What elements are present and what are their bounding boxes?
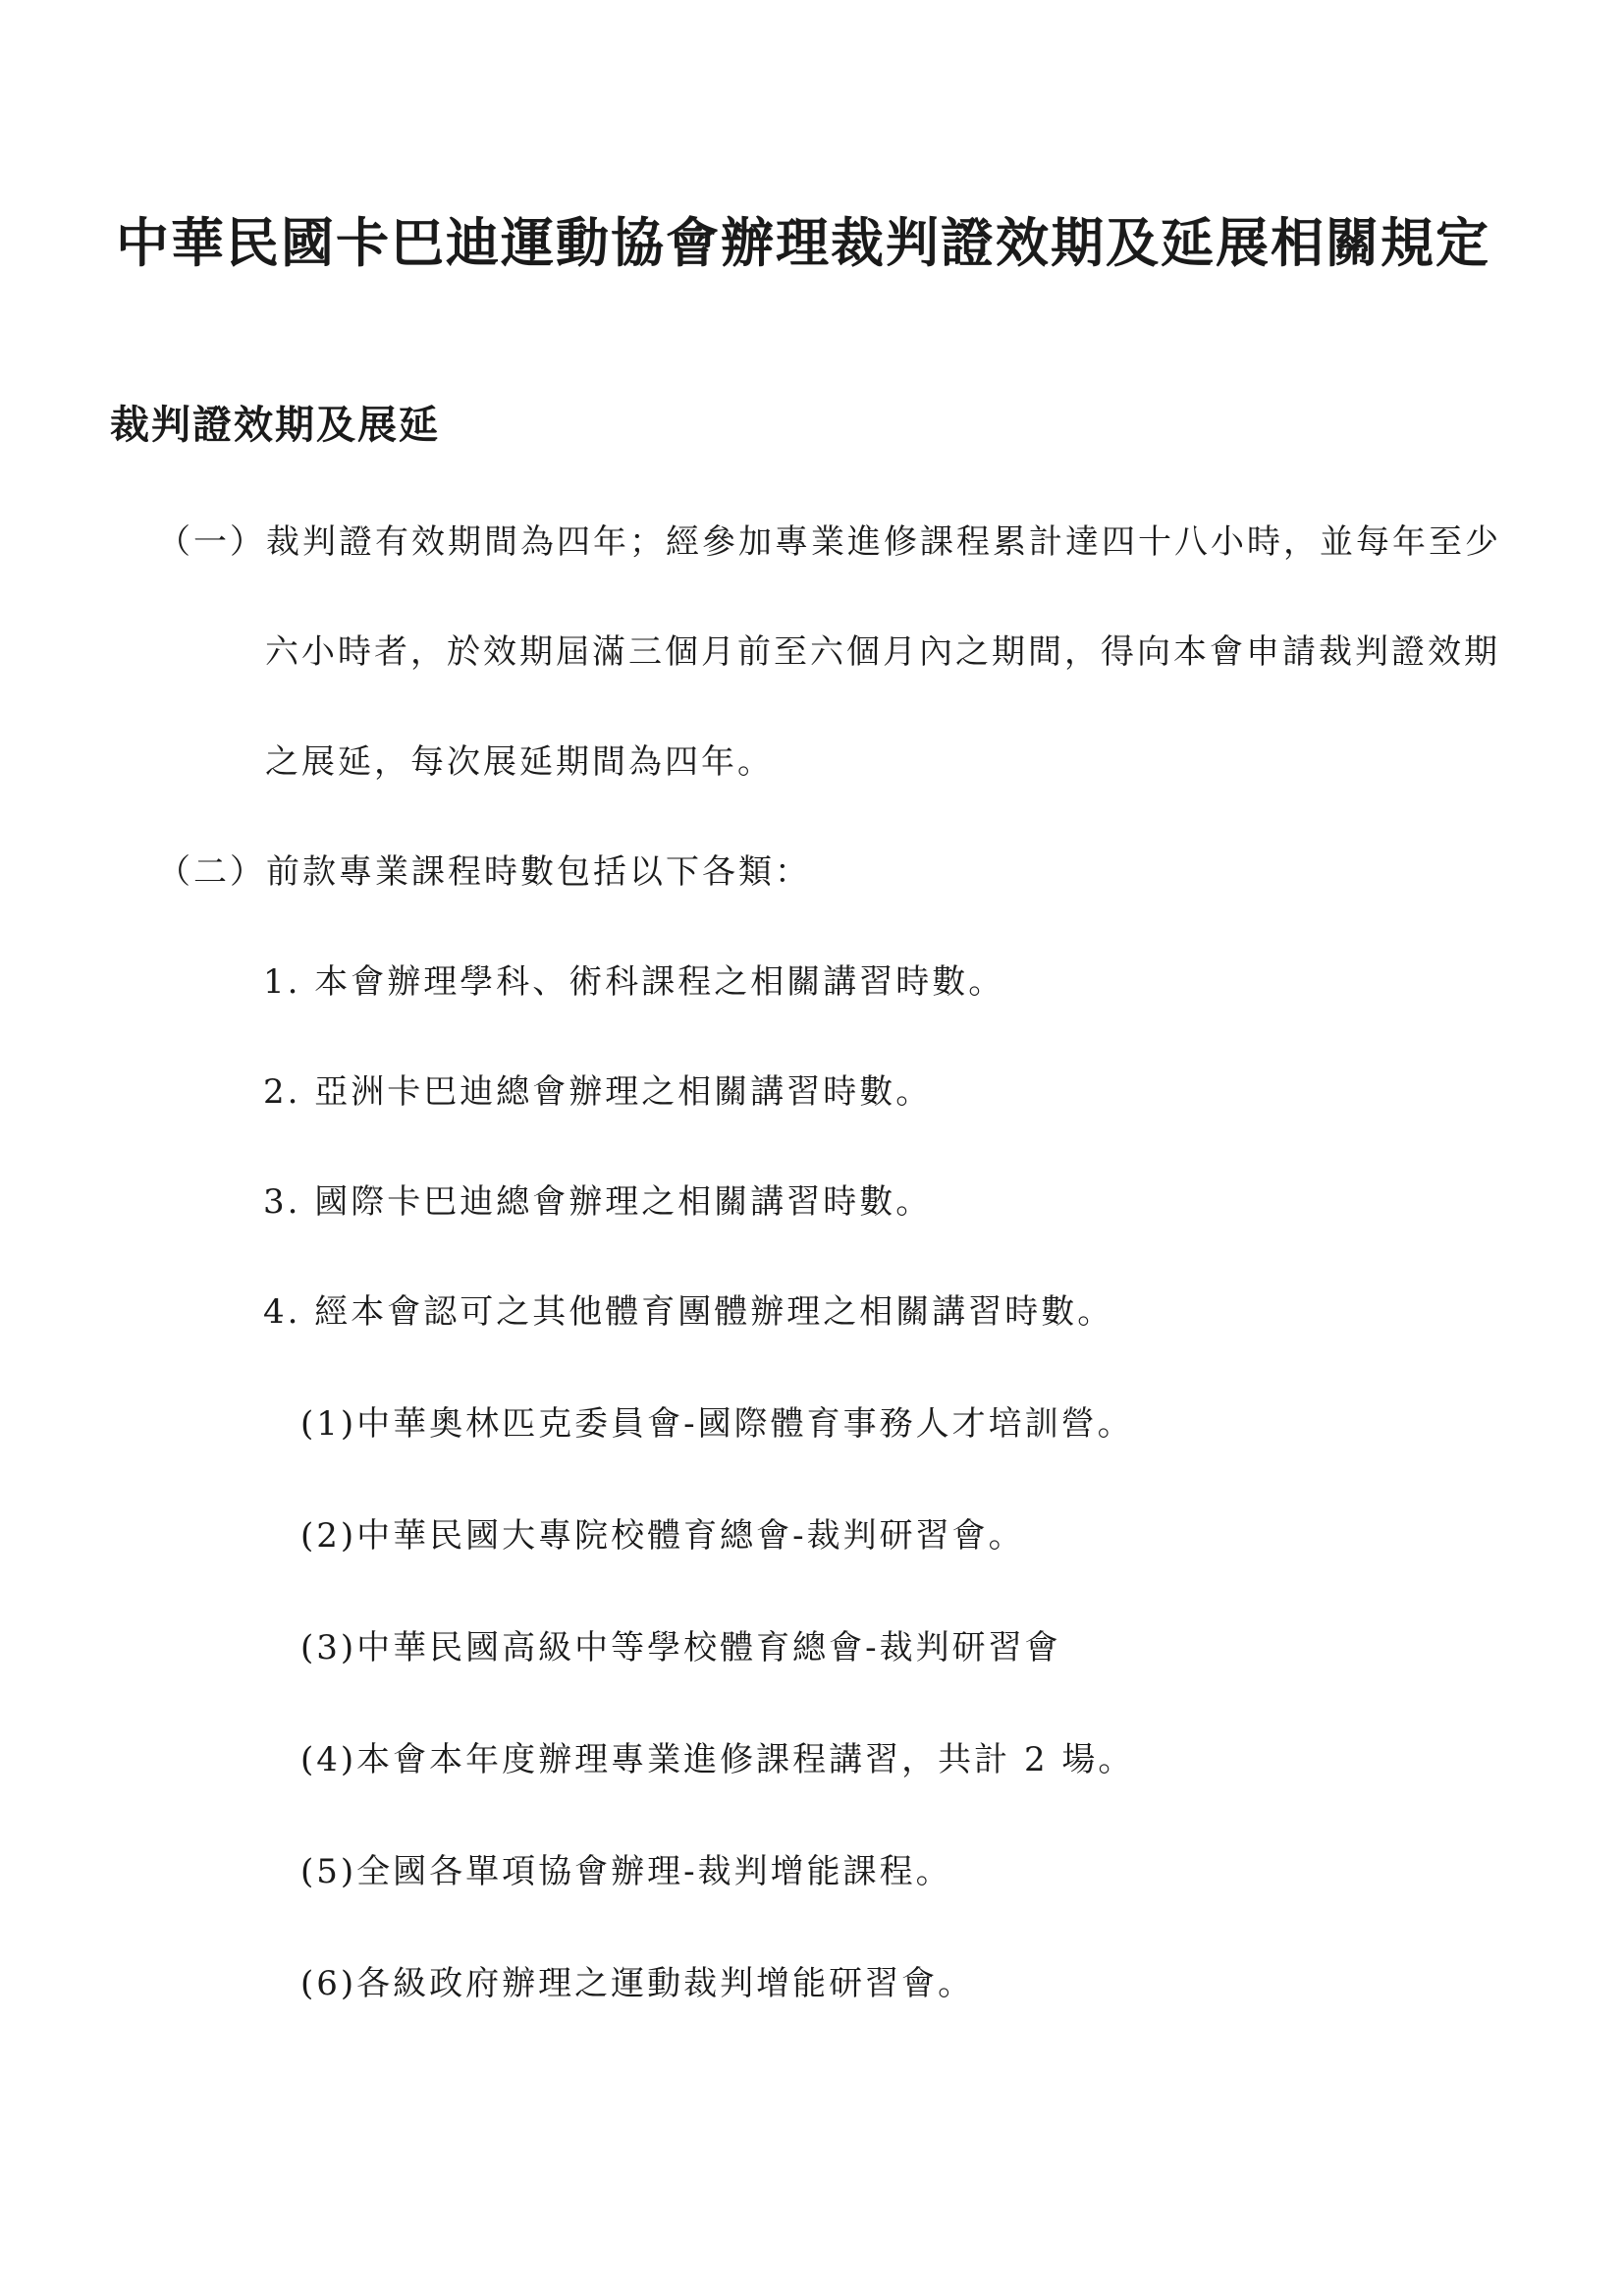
list-item-2: 2. 亞洲卡巴迪總會辦理之相關講習時數。 [263,1072,933,1112]
sub-item-5: (5)全國各單項協會辦理-裁判增能課程。 [300,1852,952,1891]
section-heading: 裁判證效期及展延 [110,402,440,448]
clause-1-line-3: 之展延，每次展延期間為四年。 [265,742,774,782]
list-item-3: 3. 國際卡巴迪總會辦理之相關講習時數。 [263,1182,933,1222]
clause-1-marker: （一） [157,522,266,562]
sub-item-2: (2)中華民國大專院校體育總會-裁判研習會。 [300,1516,1025,1556]
list-item-1: 1. 本會辦理學科、術科課程之相關講習時數。 [263,962,1005,1002]
list-item-4: 4. 經本會認可之其他體育團體辦理之相關講習時數。 [263,1292,1114,1332]
clause-1-line-2: 六小時者，於效期屆滿三個月前至六個月內之期間，得向本會申請裁判證效期 [265,632,1500,672]
sub-item-6: (6)各級政府辦理之運動裁判增能研習會。 [300,1964,975,2003]
clause-2-marker: （二） [157,852,266,892]
clause-2-line [157,848,811,896]
sub-item-3: (3)中華民國高級中等學校體育總會-裁判研習會 [300,1628,1061,1667]
clause-1-text-1: 裁判證有效期間為四年；經參加專業進修課程累計達四十八小時，並每年至少 [266,522,1501,562]
sub-item-1: (1)中華奧林匹克委員會-國際體育事務人才培訓營。 [300,1404,1134,1444]
document-title: 中華民國卡巴迪運動協會辦理裁判證效期及延展相關規定 [116,211,1490,274]
clause-1-line-1 [157,519,1501,566]
clause-2-text: 前款專業課程時數包括以下各類： [266,852,811,892]
sub-item-4: (4)本會本年度辦理專業進修課程講習，共計 2 場。 [300,1740,1135,1779]
